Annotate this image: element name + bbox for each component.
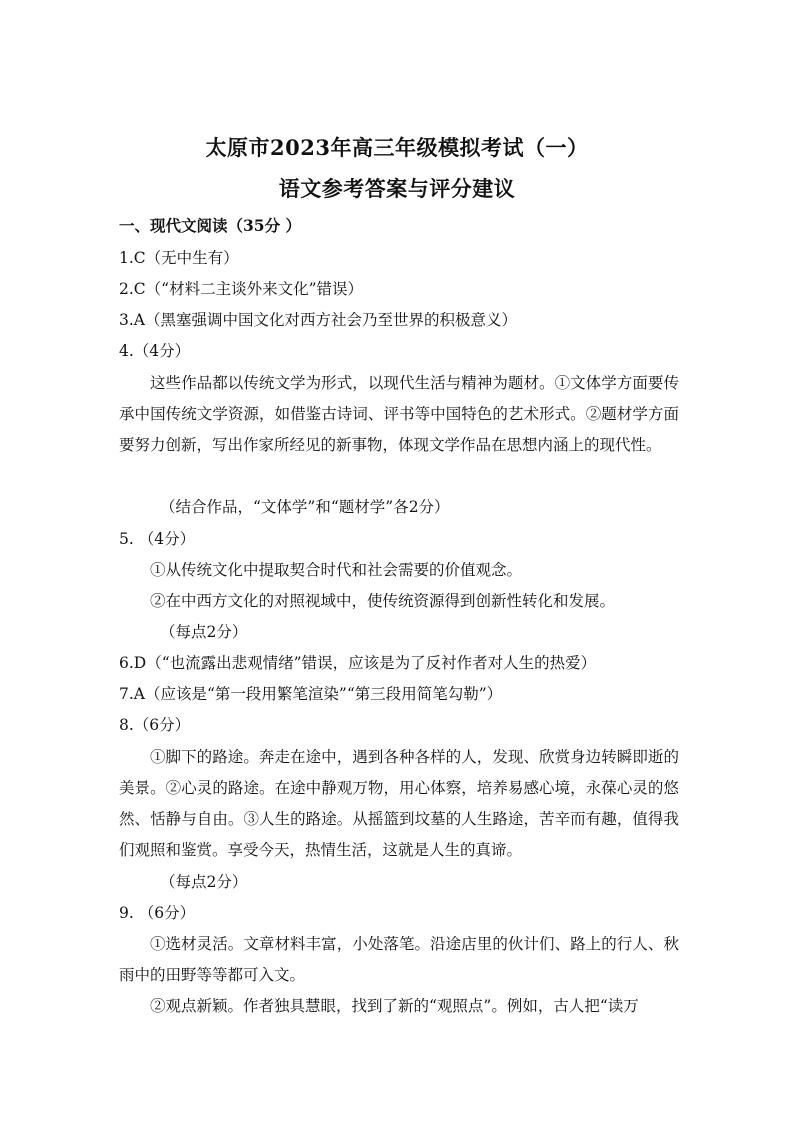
answer-4-text: 这些作品都以传统文学为形式，以现代生活与精神为题材。①文体学方面要传承中国传统文学资源，如借鉴古诗词、评书等中国特色的艺术形式。②题材学方面要努力创新，写出作家所经见的新事物，体现文学作品在思想内涵上的现代性。 — [119, 374, 679, 454]
answer-2: 2.C（“材料二主谈外来文化”错误） — [119, 280, 363, 298]
section-heading: 一、现代文阅读（35分 ） — [119, 216, 301, 235]
answer-7: 7.A（应该是“第一段用繁笔渲染”“第三段用简笔勾勒”） — [119, 685, 503, 703]
answer-5-score: （每点2分） — [160, 623, 248, 641]
answer-9-point-1: ①选材灵活。文章材料丰富，小处落笔。沿途店里的伙计们、路上的行人、秋雨中的田野等等都可入文。 — [119, 935, 679, 984]
answer-8-label: 8.（6分） — [119, 716, 191, 734]
document-subtitle: 语文参考答案与评分建议 — [278, 176, 516, 201]
answer-3: 3.A（黑塞强调中国文化对西方社会乃至世界的积极意义） — [119, 311, 517, 329]
answer-5-label: 5. （4分） — [119, 530, 196, 548]
document-title: 太原市2023年高三年级模拟考试（一） — [205, 135, 589, 160]
answer-5-point-2: ②在中西方文化的对照视域中，使传统资源得到创新性转化和发展。 — [150, 592, 616, 610]
answer-6: 6.D（“也流露出悲观情绪”错误，应该是为了反衬作者对人生的热爱） — [119, 654, 597, 672]
answer-1: 1.C（无中生有） — [119, 249, 239, 267]
answer-4-score: （结合作品，“文体学”和“题材学”各2分） — [160, 498, 450, 516]
answer-8-text: ①脚下的路途。奔走在途中，遇到各种各样的人，发现、欣赏身边转瞬即逝的美景。②心灵的路途。在途中静观万物，用心体察，培养易感心境，永葆心灵的悠然、恬静与自由。③人生的路途。从摇篮到坟墓的人生路途，苦辛而有趣，值得我们观照和鉴赏。享受今天，热情生活，这就是人生的真谛。 — [119, 748, 679, 859]
answer-4-label: 4.（4分） — [119, 342, 191, 360]
answer-9-point-2: ②观点新颖。作者独具慧眼，找到了新的“观照点”。例如，古人把“读万 — [150, 997, 639, 1015]
answer-5-point-1: ①从传统文化中提取契合时代和社会需要的价值观念。 — [150, 561, 523, 579]
answer-8-score: （每点2分） — [160, 873, 248, 891]
answer-9-label: 9. （6分） — [119, 904, 196, 922]
